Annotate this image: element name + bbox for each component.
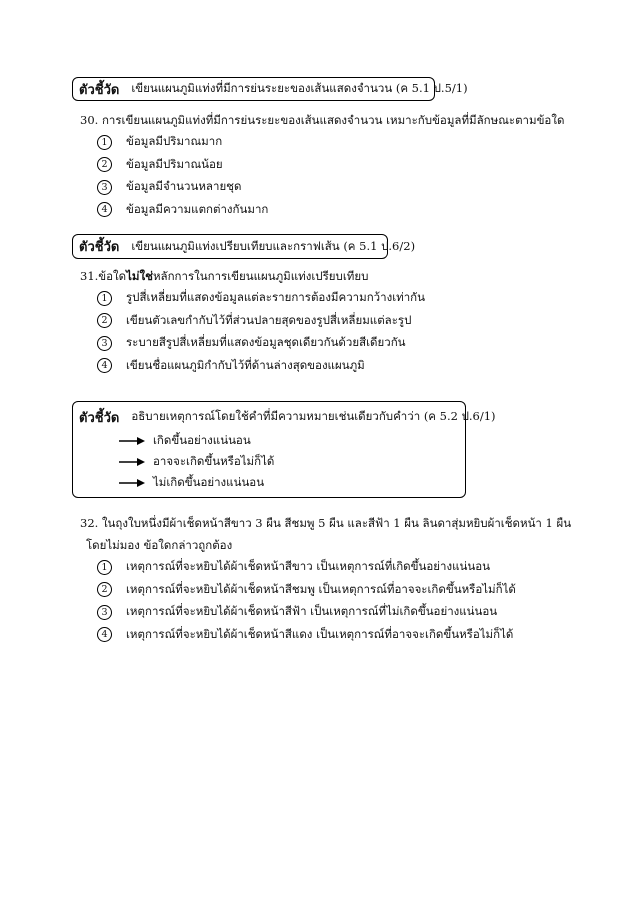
indicator-box-3 [72,401,496,498]
choice-number-badge: 1 [97,560,112,575]
probability-term [73,451,465,472]
choice-text: ข้อมูลมีความแตกต่างกันมาก [126,201,269,216]
choice-number-badge: 3 [97,180,112,195]
right-arrow-icon [119,436,145,446]
choice-option[interactable] [80,176,568,199]
choice-text: ข้อมูลมีปริมาณน้อย [126,156,223,171]
question-text-continued: โดยไม่มอง ข้อใดกล่าวถูกต้อง [86,538,233,552]
choice-text: เหตุการณ์ที่จะหยิบได้ผ้าเช็ดหน้าสีฟ้า เป็นเหตุการณ์ที่ไม่เกิดขึ้นอย่างแน่นอน [126,604,498,619]
probability-term [73,472,465,493]
indicator-label: ตัวชี้วัด [79,240,120,255]
choice-text: เขียนชื่อแผนภูมิกำกับไว้ที่ด้านล่างสุดของแผนภูมิ [126,357,365,372]
choice-number-badge: 4 [97,202,112,217]
question-31 [80,265,568,377]
question-text: 30. การเขียนแผนภูมิแท่งที่มีการย่นระยะของเส้นแสดงจำนวน เหมาะกับข้อมูลที่มีลักษณะตามข้อใด [80,113,565,127]
choice-number-badge: 4 [97,358,112,373]
choice-text: รูปสี่เหลี่ยมที่แสดงข้อมูลแต่ละรายการต้องมีความกว้างเท่ากัน [126,290,425,305]
choice-number-badge: 2 [97,582,112,597]
probability-term-text: ไม่เกิดขึ้นอย่างแน่นอน [153,474,265,489]
question-text: 32. ในถุงใบหนึ่งมีผ้าเช็ดหน้าสีขาว 3 ผืน สีชมพู 5 ผืน และสีฟ้า 1 ผืน ลินดาสุ่มหยิบผ้าเช็ดหน้า 1 ผืน [80,516,572,530]
question-text: 31.ข้อใดไม่ใช่หลักการในการเขียนแผนภูมิแท่งเปรียบเทียบ [80,269,369,283]
indicator-box-2 [72,234,416,259]
indicator-box-1 [72,77,468,101]
probability-term-text: เกิดขึ้นอย่างแน่นอน [153,432,251,447]
choice-number-badge: 1 [97,291,112,306]
question-32 [80,512,598,646]
probability-term [73,430,465,451]
choice-option[interactable] [80,199,568,222]
choice-text: เหตุการณ์ที่จะหยิบได้ผ้าเช็ดหน้าสีชมพู เป็นเหตุการณ์ที่อาจจะเกิดขึ้นหรือไม่ก็ได้ [126,581,516,596]
choice-option[interactable] [80,601,598,624]
choice-option[interactable] [80,556,598,579]
right-arrow-icon [119,457,145,467]
choice-option[interactable] [80,131,568,154]
choice-text: เหตุการณ์ที่จะหยิบได้ผ้าเช็ดหน้าสีขาว เป็นเหตุการณ์ที่เกิดขึ้นอย่างแน่นอน [126,559,490,574]
choice-number-badge: 3 [97,605,112,620]
indicator-text: อธิบายเหตุการณ์โดยใช้คำที่มีความหมายเช่นเดียวกับคำว่า (ค 5.2 ป.6/1) [131,409,496,423]
choice-option[interactable] [80,355,568,378]
question-30 [80,109,568,221]
choice-number-badge: 2 [97,157,112,172]
choice-number-badge: 2 [97,313,112,328]
choice-text: ข้อมูลมีจำนวนหลายชุด [126,179,242,194]
indicator-label: ตัวชี้วัด [79,82,120,98]
choice-option[interactable] [80,310,568,333]
probability-term-text: อาจจะเกิดขึ้นหรือไม่ก็ได้ [153,453,275,468]
indicator-label: ตัวชี้วัด [79,410,120,426]
indicator-text: เขียนแผนภูมิแท่งเปรียบเทียบและกราฟเส้น (ค 5.1 ป.6/2) [131,238,416,253]
choice-number-badge: 1 [97,135,112,150]
choice-option[interactable] [80,287,568,310]
choice-text: เหตุการณ์ที่จะหยิบได้ผ้าเช็ดหน้าสีแดง เป็นเหตุการณ์ที่อาจจะเกิดขึ้นหรือไม่ก็ได้ [126,626,514,641]
choice-option[interactable] [80,154,568,177]
choice-text: ระบายสีรูปสี่เหลี่ยมที่แสดงข้อมูลชุดเดียวกันด้วยสีเดียวกัน [126,335,406,350]
choice-text: ข้อมูลมีปริมาณมาก [126,134,223,149]
right-arrow-icon [119,478,145,488]
choice-number-badge: 3 [97,336,112,351]
indicator-text: เขียนแผนภูมิแท่งที่มีการย่นระยะของเส้นแสดงจำนวน (ค 5.1 ป.5/1) [131,81,468,95]
emphasis-word: ไม่ใช่ [126,269,153,283]
choice-option[interactable] [80,624,598,647]
choice-option[interactable] [80,579,598,602]
choice-number-badge: 4 [97,627,112,642]
choice-option[interactable] [80,332,568,355]
choice-text: เขียนตัวเลขกำกับไว้ที่ส่วนปลายสุดของรูปสี่เหลี่ยมแต่ละรูป [126,312,412,327]
